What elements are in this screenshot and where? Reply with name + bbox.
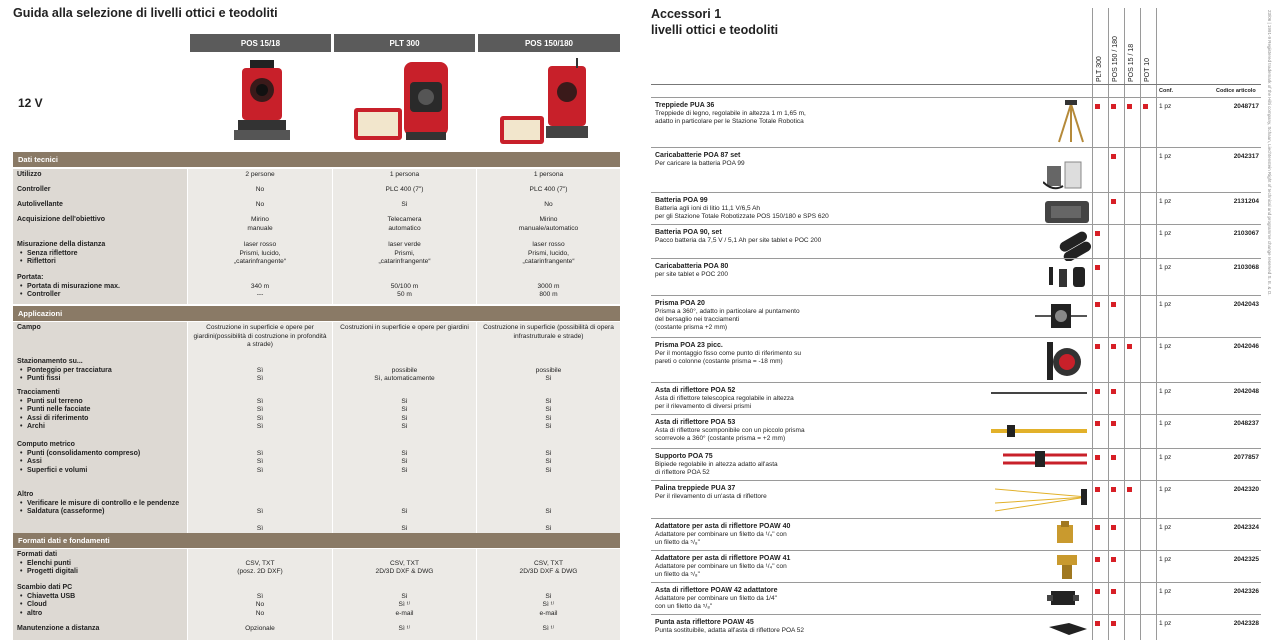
bipod-icon [1001,451,1091,471]
compatibility-mark [1111,199,1116,204]
accessory-row [651,147,1261,193]
compatibility-mark [1111,487,1116,492]
spec-label-text: Tracciamenti [17,389,60,396]
spec-row-label [13,439,188,489]
accessory-description: Pacco batteria da 7,5 V / 5,1 Ah per site tablet e POC 200 [655,237,822,244]
spec-sub-item: • Superfici e volumi [27,467,183,476]
accessory-name: Caricabatterie POA 87 set [655,152,741,159]
spec-sub-item: • Punti fissi [27,375,183,384]
accessory-description: Treppiede di legno, regolabile in altezza 1 m 1,65 m, adatto in particolare per le Stazione Totale Robotica [655,110,806,125]
accessory-code: 2042317 [1233,153,1259,160]
spec-row-label [13,356,188,387]
spec-sub-item: • Saldatura (casseforme) [27,508,183,517]
accessory-description: Punta sostituibile, adatta all'asta di riflettore POA 52 [655,627,805,634]
accessory-conf: 1 pz [1159,420,1172,427]
accessory-row [651,550,1261,583]
spec-sub-item: • Punti (consolidamento compreso) [27,450,183,459]
spec-value-cell: 340 m --- [188,272,332,304]
accessory-name: Adattatore per asta di riflettore POAW 40 [655,523,791,530]
spec-sub-item: • Ponteggio per tracciatura [27,367,183,376]
spec-value-cell: Costruzione in superficie e opere per giardini(possibilità di costruzione in profondità a strade) [188,322,332,356]
charger-icon [1047,261,1089,291]
col-header-pot-10: POT 10 [1144,58,1151,82]
section-header-formats: Formati dati e fondamenti [13,533,620,548]
accessory-description: Prisma a 360°, adatto in particolare al puntamento del bersaglio nei tracciamenti (costante prisma +2 mm) [655,308,800,331]
spec-label-text: Computo metrico [17,441,75,448]
prism-360-icon [1035,298,1089,332]
spec-sub-item: • Punti sul terreno [27,398,183,407]
spec-value-cell: CSV, TXT (posz. 2D DXF) [188,549,332,582]
accessory-name: Asta di riflettore POA 53 [655,419,736,426]
spec-row-label [13,169,188,184]
spec-value-cell: Sì Sì [188,356,332,387]
accessory-code: 2103067 [1233,230,1259,237]
accessory-code: 2042048 [1233,388,1259,395]
spec-label-text: Stazionamento su... [17,358,83,365]
accessory-conf: 1 pz [1159,620,1172,627]
accessories-page [651,0,1261,640]
accessories-title-line1: Accessori 1 [651,7,722,21]
accessory-code: 2042324 [1233,524,1259,531]
spec-value-cell: Sì Sì ¹⁾ e-mail [476,582,620,623]
spec-label-text: Manutenzione a distanza [17,625,100,632]
spec-label-text: Formati dati [17,551,58,558]
compatibility-mark [1095,621,1100,626]
spec-value-cell: Sì [332,199,476,214]
accessory-description: Asta di riflettore scomponibile con un piccolo prisma scorrevole a 360° (costante prisma = +2 mm) [655,427,805,442]
conf-header: Conf. [1159,88,1174,94]
charger-set-icon [1043,152,1087,190]
spec-sub-item: • Punti nelle facciate [27,406,183,415]
accessory-row [651,414,1261,449]
compatibility-mark [1111,455,1116,460]
spec-sub-items [17,283,183,300]
total-station-pos-15-image [232,58,292,146]
column-header-pos-150-180: POS 150/180 [478,34,620,52]
accessory-row [651,582,1261,615]
pos-150-with-tablet-image [500,58,592,146]
spec-label-text: Acquisizione dell'obiettivo [17,216,106,223]
spec-value-cell: 1 persona [476,169,620,184]
accessory-name: Asta di riflettore POAW 42 adattatore [655,587,778,594]
spec-value-cell: Telecamera automatico [332,214,476,239]
spec-value-cell: Sì ¹⁾ [332,623,476,640]
accessory-description: Adattatore per combinare un filetto da 1/4" con un filetto da ⁵/₈" [655,595,777,610]
spec-row [13,549,620,583]
accessory-name: Palina treppiede PUA 37 [655,485,736,492]
spec-value-cell: Sì No No [188,582,332,623]
accessory-conf: 1 pz [1159,388,1172,395]
accessory-conf: 1 pz [1159,198,1172,205]
spec-sub-item: • Cloud [27,601,183,610]
spec-sub-item: • Portata di misurazione max. [27,283,183,292]
accessory-description: Asta di riflettore telescopica regolabile in altezza per il rilevamento di diversi prismi [655,395,794,410]
accessory-name: Batteria POA 90, set [655,229,722,236]
spec-row-label [13,322,188,356]
spec-row [13,239,620,273]
compatibility-mark [1095,525,1100,530]
compatibility-mark [1111,421,1116,426]
compatibility-mark [1127,104,1132,109]
section-header-tech: Dati tecnici [13,152,620,167]
col-header-plt-300: PLT 300 [1096,56,1103,82]
compatibility-mark [1111,525,1116,530]
spec-sub-item: • Chiavetta USB [27,593,183,602]
spec-sub-item: • Riflettori [27,258,183,267]
spec-value-cell: Sì Sì [332,489,476,533]
accessories-title-line2: livelli ottici e teodoliti [651,23,779,37]
spec-sub-item: • Senza riflettore [27,250,183,259]
compatibility-mark [1095,487,1100,492]
accessory-code: 2103068 [1233,264,1259,271]
accessory-code: 2042043 [1233,301,1259,308]
col-header-pos-150-180: POS 150 / 180 [1112,36,1119,82]
compatibility-mark [1143,104,1148,109]
accessory-conf: 1 pz [1159,103,1172,110]
spec-row-label [13,184,188,199]
spec-row [13,489,620,534]
compatibility-mark [1095,389,1100,394]
spec-sub-item: • Progetti digitali [27,568,183,577]
accessory-name: Prisma POA 23 picc. [655,342,723,349]
adapter-gold-icon [1049,521,1083,547]
spec-value-cell: 2 persone [188,169,332,184]
compatibility-mark [1127,344,1132,349]
compatibility-mark [1095,265,1100,270]
spec-value-cell: 1 persona [332,169,476,184]
accessory-conf: 1 pz [1159,230,1172,237]
accessory-description: Bipiede regolabile in altezza adatto all'asta di riflettore POA 52 [655,461,778,476]
compatibility-mark [1095,231,1100,236]
spec-row [13,214,620,240]
spec-label-text: Portata: [17,274,44,281]
spec-row [13,272,620,305]
spec-value-cell: Sì Sì Sì [188,439,332,489]
spec-label-text: Scambio dati PC [17,584,73,591]
compatibility-mark [1111,344,1116,349]
spec-row [13,356,620,388]
spec-value-cell: Sì Sì Sì [332,439,476,489]
spec-row [13,582,620,624]
spec-value-cell: Sì Sì [188,489,332,533]
section-header-apps: Applicazioni [13,306,620,321]
spec-row-label [13,489,188,533]
accessory-description: Batteria agli ioni di litio 11,1 V/6,5 Ah per gli Stazione Totale Robotizzate POS 150/180 e SPS 620 [655,205,829,220]
spec-value-cell: Opzionale [188,623,332,640]
adapter-gold-2-icon [1051,553,1083,579]
spec-value-cell: Costruzioni in superficie e opere per giardini [332,322,476,356]
tip-icon [1047,619,1089,641]
tripod-pole-icon [995,483,1089,513]
compatibility-mark [1111,154,1116,159]
plt-300-with-tablet-image [352,60,462,144]
spec-value-cell: laser rosso Prismi, lucido, „catarinfrangente“ [476,239,620,272]
accessory-name: Punta asta riflettore POAW 45 [655,619,754,626]
spec-sub-item: • Controller [27,291,183,300]
spec-value-cell: CSV, TXT 2D/3D DXF & DWG [332,549,476,582]
accessory-code: 2042046 [1233,343,1259,350]
accessory-conf: 1 pz [1159,486,1172,493]
accessory-code: 2042320 [1233,486,1259,493]
compatibility-mark [1111,589,1116,594]
accessory-conf: 1 pz [1159,556,1172,563]
compatibility-mark [1111,621,1116,626]
spec-value-cell: Mirino manuale/automatico [476,214,620,239]
spec-row [13,199,620,215]
accessory-name: Supporto POA 75 [655,453,713,460]
accessory-code: 2077857 [1233,454,1259,461]
spec-sub-item: • Verificare le misure di controllo e le pendenze [27,500,183,509]
accessory-description: Adattatore per combinare un filetto da ¹/₄" con un filetto da ⁵/₈" [655,563,787,578]
spec-sub-items [17,593,183,619]
spec-value-cell: Mirino manuale [188,214,332,239]
compatibility-mark [1111,104,1116,109]
accessory-conf: 1 pz [1159,343,1172,350]
spec-row [13,322,620,357]
spec-row [13,169,620,185]
compatibility-mark [1095,557,1100,562]
spec-label-text: Controller [17,186,51,193]
accessory-code: 2048237 [1233,420,1259,427]
header-rule [651,84,1261,85]
accessory-code: 2048717 [1233,103,1259,110]
pole-prism-icon [991,419,1087,441]
compatibility-mark [1127,487,1132,492]
accessory-code: 2042326 [1233,588,1259,595]
spec-value-cell: No [188,199,332,214]
accessory-name: Caricabatteria POA 80 [655,263,729,270]
accessory-row [651,295,1261,338]
spec-value-cell: possibile Sì [476,356,620,387]
accessory-conf: 1 pz [1159,454,1172,461]
accessory-name: Batteria POA 99 [655,197,708,204]
accessory-row [651,480,1261,519]
spec-sub-item: • altro [27,610,183,619]
battery-icon [1043,197,1091,227]
accessory-row [651,614,1261,641]
accessory-conf: 1 pz [1159,524,1172,531]
accessory-code: 2131204 [1233,198,1259,205]
spec-value-cell: CSV, TXT 2D/3D DXF & DWG [476,549,620,582]
accessory-row [651,448,1261,481]
accessory-name: Prisma POA 20 [655,300,705,307]
accessory-conf: 1 pz [1159,588,1172,595]
spec-sub-items [17,398,183,432]
compatibility-mark [1111,389,1116,394]
spec-sub-items [17,450,183,476]
voltage-label: 12 V [18,96,43,110]
spec-value-cell: Sì Sì Sì [476,439,620,489]
spec-row [13,439,620,490]
accessory-description: Adattatore per combinare un filetto da ¹/₄" con un filetto da ⁵/₈" [655,531,787,546]
spec-sub-item: • Archi [27,423,183,432]
spec-row-label [13,623,188,640]
spec-row-label [13,239,188,272]
spec-row [13,184,620,200]
spec-sub-items [17,500,183,517]
pole-icon [991,385,1087,401]
spec-sub-items [17,560,183,577]
spec-value-cell: Sì Sì ¹⁾ e-mail [332,582,476,623]
code-header: Codice articolo [1216,88,1256,94]
accessory-name: Treppiede PUA 36 [655,102,715,109]
spec-value-cell: Sì Sì Sì Sì [188,387,332,439]
spec-row [13,623,620,641]
compatibility-mark [1095,104,1100,109]
spec-value-cell: laser rosso Prismi, lucido, „catarinfrangente“ [188,239,332,272]
spec-value-cell: 3000 m 800 m [476,272,620,304]
col-header-pos-15-18: POS 15 / 18 [1128,43,1135,82]
page-title: Guida alla selezione di livelli ottici e teodoliti [13,6,278,20]
spec-row-label [13,582,188,623]
accessory-conf: 1 pz [1159,153,1172,160]
column-header-plt-300: PLT 300 [334,34,475,52]
spec-sub-items [17,367,183,384]
accessory-description: Per il montaggio fisso come punto di riferimento su pareti o colonne (costante prisma = -18 mm) [655,350,801,365]
compatibility-mark [1095,589,1100,594]
spec-value-cell: Sì Sì Sì Sì [476,387,620,439]
accessory-conf: 1 pz [1159,301,1172,308]
spec-sub-item: • Assi di riferimento [27,415,183,424]
spec-row-label [13,387,188,439]
spec-label-text: Utilizzo [17,171,42,178]
accessory-name: Asta di riflettore POA 52 [655,387,736,394]
spec-row [13,387,620,440]
accessory-conf: 1 pz [1159,264,1172,271]
accessory-row [651,192,1261,225]
accessory-code: 2042328 [1233,620,1259,627]
spec-row-label [13,214,188,239]
compatibility-mark [1095,455,1100,460]
accessory-description: Per il rilevamento di un'asta di riflettore [655,493,767,500]
spec-sub-item: • Elenchi punti [27,560,183,569]
spec-label-text: Altro [17,491,34,498]
spec-value-cell: No [188,184,332,199]
compatibility-mark [1095,302,1100,307]
spec-value-cell: Sì ¹⁾ [476,623,620,640]
accessory-description: Per caricare la batteria POA 99 [655,160,745,167]
accessory-row [651,224,1261,259]
spec-value-cell: possibile Sì, automaticamente [332,356,476,387]
column-header-pos-15-18: POS 15/18 [190,34,331,52]
compatibility-mark [1095,344,1100,349]
spec-value-cell: No [476,199,620,214]
spec-label-text: Autolivellante [17,201,63,208]
spec-row-label [13,199,188,214]
accessory-row [651,518,1261,551]
compatibility-mark [1095,421,1100,426]
accessory-row [651,382,1261,415]
legal-side-text: 23/06 | 1991-9 Registered trademark of the Hilti company, Schaan, Liechtenstein Right of technical and programme change reserved S. E. & O. [1267,10,1272,296]
accessories-title [651,6,778,38]
accessory-row [651,97,1261,148]
accessory-row [651,337,1261,383]
spec-row-label [13,549,188,582]
spec-sub-items [17,250,183,267]
spec-value-cell: PLC 400 (7") [476,184,620,199]
accessory-code: 2042325 [1233,556,1259,563]
selection-guide-page [0,0,620,640]
accessory-description: per site tablet e POC 200 [655,271,728,278]
accessory-row [651,258,1261,296]
prism-wall-icon [1043,340,1091,382]
spec-value-cell: Sì Sì [476,489,620,533]
tripod-icon [1053,100,1089,146]
spec-value-cell: Costruzione in superficie (possibilità di opera infrastrutturale e strade) [476,322,620,356]
spec-label-text: Misurazione della distanza [17,241,106,248]
spec-value-cell: laser verde Prismi, „catarinfrangente“ [332,239,476,272]
compatibility-mark [1111,302,1116,307]
spec-value-cell: Sì Sì Sì Sì [332,387,476,439]
accessory-name: Adattatore per asta di riflettore POAW 41 [655,555,791,562]
battery-pack-icon [1053,227,1097,261]
spec-row-label [13,272,188,304]
spec-label-text: Campo [17,324,41,331]
adapter-black-icon [1047,585,1081,611]
spec-value-cell: 50/100 m 50 m [332,272,476,304]
compatibility-mark [1111,557,1116,562]
spec-value-cell: PLC 400 (7") [332,184,476,199]
spec-sub-item: • Assi [27,458,183,467]
